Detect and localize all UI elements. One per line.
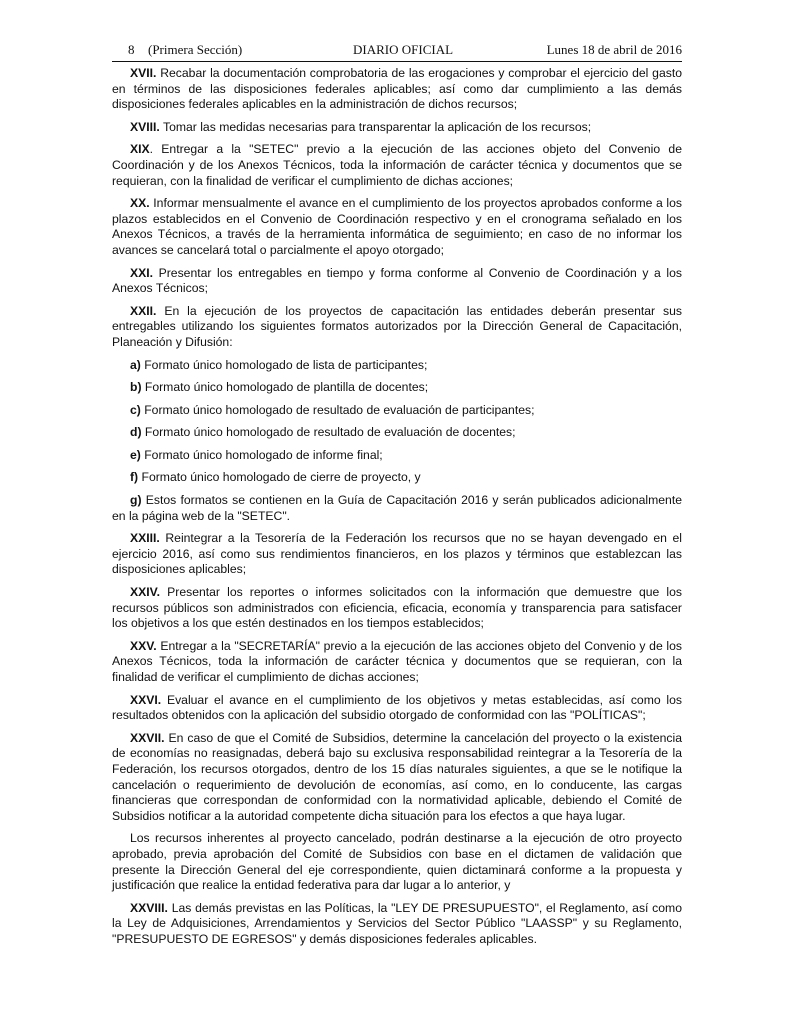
paragraph [112, 142, 682, 189]
list-item-text: Formato único homologado de informe final; [140, 447, 383, 462]
paragraph [112, 196, 682, 258]
paragraph-text: En caso de que el Comité de Subsidios, determine la cancelación del proyecto o la existencia de economías no reasignadas, deberá bajo su exclusiva responsabilidad reintegrar a la Tesorería de la Federación, los recursos otorgados, dentro de los 15 días naturales siguientes, a que se le notifique la cancelación o requerimiento de devolución de economías, así como, en lo conducente, las cargas financieras que correspondan de conformidad con la normatividad aplicable, debiendo el Comité de Subsidios notificar a la autoridad competente dicha situación para los efectos a que haya lugar. [112, 730, 682, 823]
paragraph-number: XXVIII. [130, 900, 168, 915]
paragraph [112, 731, 682, 825]
paragraph-number: XXV. [130, 638, 157, 653]
paragraph-text: Entregar a la "SECRETARÍA" previo a la ejecución de las acciones objeto del Convenio y de los Anexos Técnicos, toda la información de carácter técnica y documentos que se requieran, con la finalidad de verificar el cumplimiento de dichas acciones; [112, 638, 682, 684]
list-item [112, 470, 682, 486]
paragraph-number: XXI. [130, 265, 154, 280]
list-item-letter: e) [130, 447, 141, 462]
paragraph-text: Las demás previstas en las Políticas, la "LEY DE PRESUPUESTO", el Reglamento, así como la Ley de Adquisiciones, Arrendamientos y Servicios del Sector Público "LAASSP" y su Reglamento, "PRESUPUESTO DE EGRESOS" y demás disposiciones federales aplicables. [112, 900, 682, 946]
list-item-text: Formato único homologado de cierre de proyecto, y [138, 470, 421, 485]
publication-date: Lunes 18 de abril de 2016 [546, 42, 682, 57]
paragraph [112, 831, 682, 893]
list-item [112, 425, 682, 441]
paragraph-number: XXII. [130, 303, 157, 318]
list-item [112, 380, 682, 396]
list-item-letter: c) [130, 402, 141, 417]
list-item-text: Formato único homologado de resultado de evaluación de participantes; [140, 402, 535, 417]
paragraph [112, 531, 682, 578]
list-item-letter: d) [130, 425, 142, 440]
paragraph [112, 66, 682, 113]
paragraph-number: XX. [130, 196, 150, 211]
document-page [112, 40, 682, 955]
list-item-letter: g) [130, 493, 142, 508]
paragraph-text: Reintegrar a la Tesorería de la Federación los recursos que no se hayan devengado en el ejercicio 2016, así como sus rendimientos financieros, en los plazos y términos que establezcan las disposiciones aplicables; [112, 531, 682, 577]
list-item [112, 358, 682, 374]
list-item-text: Formato único homologado de resultado de evaluación de docentes; [141, 425, 516, 440]
list-item-text: Estos formatos se contienen en la Guía de Capacitación 2016 y serán publicados adicionalmente en la página web de la "SETEC". [112, 493, 682, 523]
paragraph [112, 693, 682, 724]
paragraph-number: XIX [130, 142, 150, 157]
paragraph-text: Evaluar el avance en el cumplimiento de los objetivos y metas establecidas, así como los resultados obtenidos con la aplicación del subsidio otorgado de conformidad con las "POLÍTICAS"; [112, 692, 682, 723]
page-number: 8 [128, 42, 135, 57]
paragraph-text: Presentar los entregables en tiempo y forma conforme al Convenio de Coordinación y a los Anexos Técnicos; [112, 265, 682, 296]
paragraph-number: XXIV. [130, 585, 161, 600]
paragraph [112, 639, 682, 686]
list-item-letter: f) [130, 470, 139, 485]
list-item [112, 493, 682, 524]
list-item-text: Formato único homologado de lista de participantes; [140, 357, 428, 372]
paragraph-text: Los recursos inherentes al proyecto cancelado, podrán destinarse a la ejecución de otro proyecto aprobado, previa aprobación del Comité de Subsidios con base en el dictamen de validación que presente la Dirección General del eje correspondiente, quien dictaminará conforme a la propuesta y justificación que realice la entidad federativa para dar lugar a lo anterior, y [112, 831, 682, 893]
paragraph-number: XXVI. [130, 692, 162, 707]
paragraph-text: En la ejecución de los proyectos de capacitación las entidades deberán presentar sus entregables utilizando los siguientes formatos autorizados por la Dirección General de Capacitación, Planeación y Difusión: [112, 303, 682, 349]
paragraph [112, 901, 682, 948]
paragraph-text: . Entregar a la "SETEC" previo a la ejecución de las acciones objeto del Convenio de Coordinación y de los Anexos Técnicos, toda la información de carácter técnica y documentos que se requieran, con la finalidad de verificar el cumplimiento de dichas acciones; [112, 142, 682, 188]
document-body [112, 66, 682, 948]
section-label: (Primera Sección) [148, 42, 243, 57]
header-rule [112, 61, 682, 62]
list-item [112, 403, 682, 419]
list-item-text: Formato único homologado de plantilla de docentes; [141, 380, 429, 395]
paragraph-number: XVII. [130, 66, 157, 80]
paragraph-text: Recabar la documentación comprobatoria de las erogaciones y comprobar el ejercicio del gasto en términos de las disposiciones federales aplicables; así como dar cumplimiento a las demás disposiciones federales aplicables en la administración de dichos recursos; [112, 66, 682, 112]
list-item-letter: a) [130, 357, 141, 372]
paragraph [112, 266, 682, 297]
paragraph [112, 304, 682, 351]
paragraph-text: Informar mensualmente el avance en el cumplimiento de los proyectos aprobados conforme a los plazos establecidos en el Convenio de Coordinación respectivo y en el cronograma señalado en los Anexos Técnicos, a través de la herramienta informática de seguimiento; en caso de no informar los avances se cancelará total o parcialmente el apoyo otorgado; [112, 196, 682, 257]
list-item [112, 448, 682, 464]
paragraph-number: XXIII. [130, 531, 160, 546]
page-header [112, 40, 682, 60]
paragraph-text: Tomar las medidas necesarias para transparentar la aplicación de los recursos; [159, 119, 592, 134]
paragraph [112, 120, 682, 136]
paragraph-number: XXVII. [130, 730, 165, 745]
paragraph-number: XVIII. [130, 119, 160, 134]
publication-title: DIARIO OFICIAL [353, 42, 454, 57]
list-item-letter: b) [130, 380, 142, 395]
paragraph [112, 585, 682, 632]
paragraph-text: Presentar los reportes o informes solicitados con la información que demuestre que los recursos públicos son administrados con eficiencia, eficacia, economía y transparencia para satisfacer los objetivos a los que estén destinados en los tiempos establecidos; [112, 585, 682, 631]
